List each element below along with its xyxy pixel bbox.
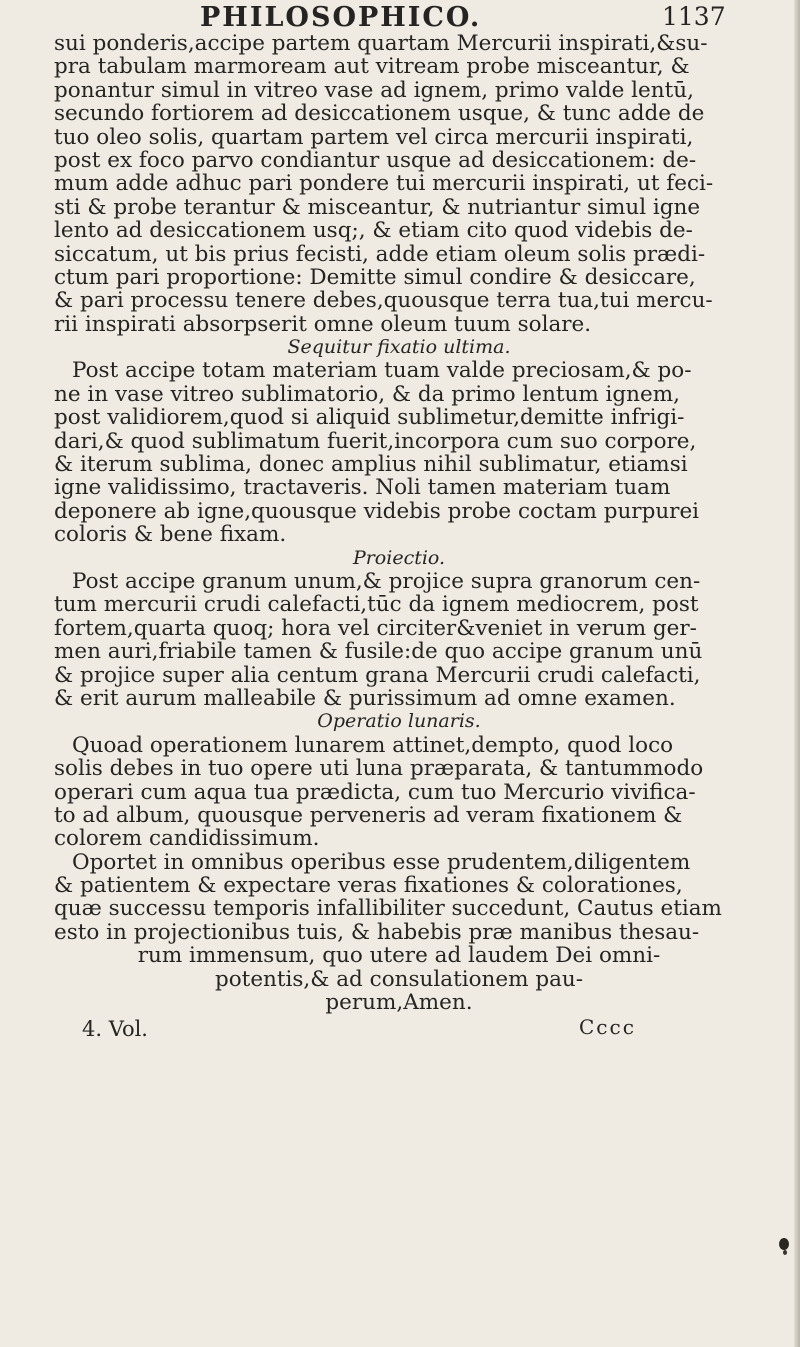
text-line: tum mercurii crudi calefacti,tūc da ignem mediocrem, post <box>54 592 699 618</box>
text-line: lento ad desiccationem usq;, & etiam cito quod videbis de- <box>54 218 693 244</box>
text-line: potentis,& ad consulationem pau- <box>214 966 584 992</box>
text-line: siccatum, ut bis prius fecisti, adde etiam oleum solis prædi- <box>54 241 706 267</box>
text-line: Post accipe totam materiam tuam valde preciosam,& po- <box>72 358 692 384</box>
text-line: Post accipe granum unum,& projice supra granorum cen- <box>72 568 701 594</box>
page-number: 1137 <box>662 2 726 31</box>
text-line: tuo oleo solis, quartam partem vel circa mercurii inspirati, <box>54 124 694 150</box>
text-line: rum immensum, quo utere ad laudem Dei omni- <box>137 943 661 969</box>
text-line: men auri,friabile tamen & fusile:de quo accipe granum unū <box>54 639 703 665</box>
text-line: esto in projectionibus tuis, & habebis præ manibus thesau- <box>54 919 700 945</box>
text-block <box>54 31 744 1041</box>
text-line: mum adde adhuc pari pondere tui mercurii inspirati, ut feci- <box>54 171 714 197</box>
text-line: & projice super alia centum grana Mercurii crudi calefacti, <box>54 662 701 688</box>
text-line: perum,Amen. <box>325 990 473 1016</box>
text-line: ctum pari proportione: Demitte simul condire & desiccare, <box>54 264 696 290</box>
text-line: deponere ab igne,quousque videbis probe coctam purpurei <box>54 498 700 524</box>
text-line: secundo fortiorem ad desiccationem usque, & tunc adde de <box>54 101 705 127</box>
signature-mark: Cccc <box>579 1014 636 1039</box>
section-heading: Sequitur fixatio ultima. <box>287 336 511 359</box>
running-head <box>200 2 726 33</box>
text-line: coloris & bene fixam. <box>54 522 287 548</box>
text-line: solis debes in tuo opere uti luna præparata, & tantummodo <box>54 756 704 782</box>
text-line: Oportet in omnibus operibus esse prudentem,diligentem <box>72 849 691 875</box>
text-line: pra tabulam marmoream aut vitream probe misceantur, & <box>54 54 690 80</box>
text-line: post validiorem,quod si aliquid sublimetur,demitte infrigi- <box>54 405 685 431</box>
section-heading: Operatio lunaris. <box>317 710 481 733</box>
text-line: colorem candidissimum. <box>54 826 320 852</box>
text-line: & patientem & expectare veras fixationes & colorationes, <box>54 873 683 899</box>
text-line: ponantur simul in vitreo vase ad ignem, primo valde lentū, <box>54 77 694 103</box>
ink-blot <box>779 1238 789 1250</box>
text-line: dari,& quod sublimatum fuerit,incorpora cum suo corpore, <box>54 428 697 454</box>
text-line: sti & probe terantur & misceantur, & nutriantur simul igne <box>54 194 701 220</box>
text-line: to ad album, quousque perveneris ad veram fixationem & <box>54 802 683 828</box>
text-line: ne in vase vitreo sublimatorio, & da primo lentum ignem, <box>54 381 680 407</box>
page-edge-shadow <box>794 0 800 1347</box>
running-title: PHILOSOPHICO. <box>200 2 482 33</box>
text-line: & iterum sublima, donec amplius nihil sublimatur, etiamsi <box>54 452 688 478</box>
text-line: operari cum aqua tua prædicta, cum tuo Mercurio vivifica- <box>54 779 696 805</box>
text-line: rii inspirati absorpserit omne oleum tuum solare. <box>54 311 592 337</box>
text-line: Quoad operationem lunarem attinet,dempto, quod loco <box>72 732 674 758</box>
text-line: igne validissimo, tractaveris. Noli tamen materiam tuam <box>54 475 671 501</box>
text-line: & pari processu tenere debes,quousque terra tua,tui mercu- <box>54 288 713 314</box>
text-line: sui ponderis,accipe partem quartam Mercurii inspirati,&su- <box>54 31 708 56</box>
text-line: fortem,quarta quoq; hora vel circiter&veniet in verum ger- <box>54 615 697 641</box>
page-footer <box>54 1014 744 1043</box>
volume-mark: 4. Vol. <box>82 1016 148 1041</box>
text-line: post ex foco parvo condiantur usque ad desiccationem: de- <box>54 147 697 173</box>
section-heading: Proiectio. <box>352 546 446 569</box>
ink-blot-small <box>783 1250 787 1255</box>
text-line: quæ successu temporis infallibiliter succedunt, Cautus etiam <box>54 896 722 922</box>
text-line: & erit aurum malleabile & purissimum ad omne examen. <box>54 685 676 711</box>
